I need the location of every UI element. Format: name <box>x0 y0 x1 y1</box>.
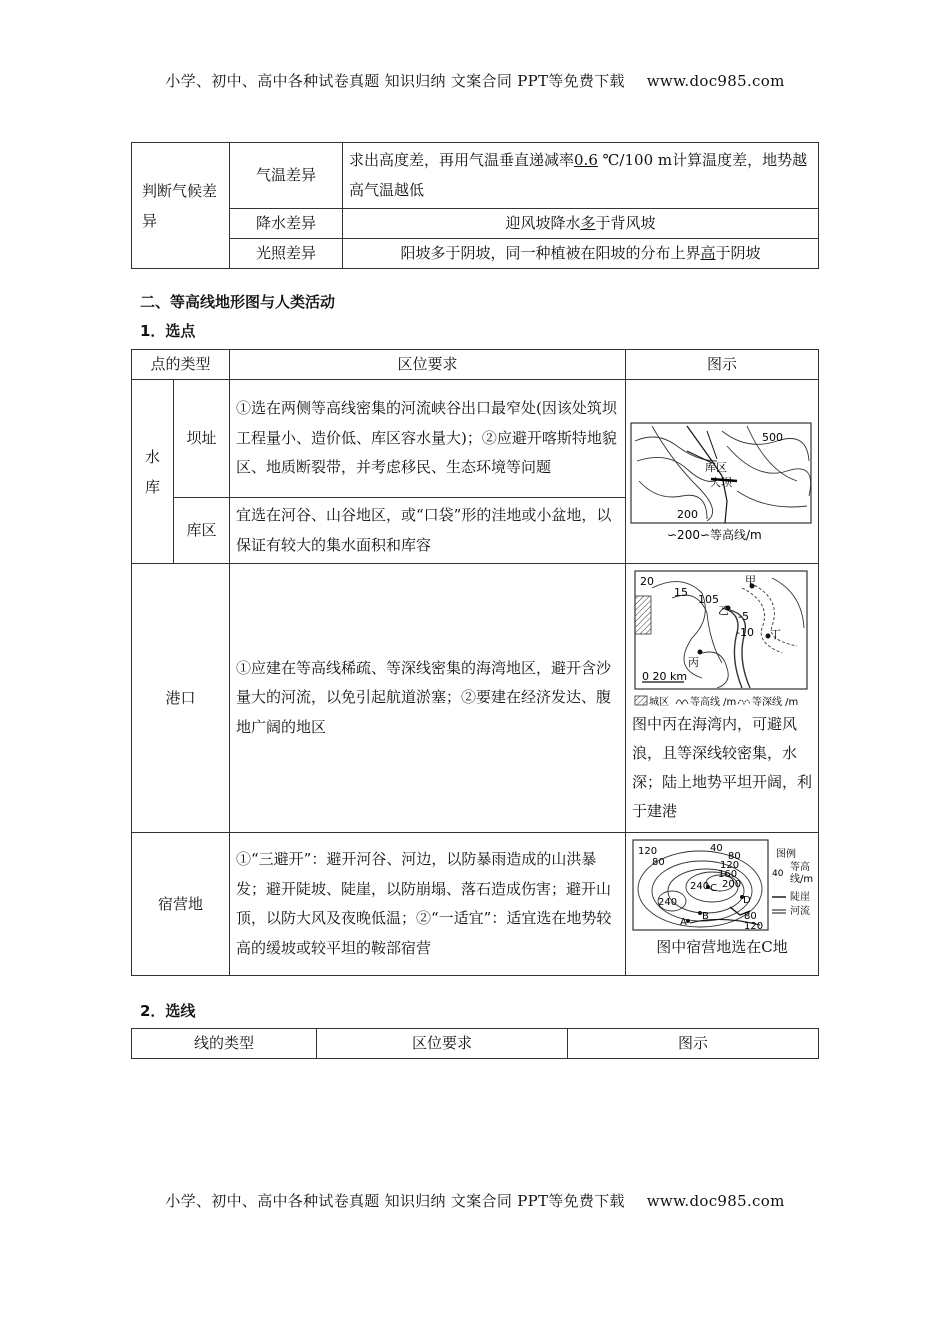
map-label: 120 <box>720 860 740 871</box>
map-label: 80 <box>744 911 757 922</box>
port-label: 港口 <box>132 564 230 833</box>
camp-text: ①“三避开”：避开河谷、河边，以防暴雨造成的山洪暴发；避开陡坡、陡崖，以防崩塌、落石造成伤害；避开山顶，以防大风及夜晚低温；②“一适宜”：适宜选在地势较高的缓坡或较平坦的鞍部宿营 <box>230 833 626 976</box>
map-label: C <box>710 883 717 894</box>
map-label: 20 <box>640 575 654 588</box>
header-cell: 图示 <box>626 350 819 380</box>
map-label: 80 <box>652 857 665 868</box>
reservoir-label: 水 <box>144 447 160 466</box>
map-label: 160 <box>718 869 738 880</box>
climate-row-text: 求出高度差，再用气温垂直递减率0.6 ℃/100 m计算温度差，地势越高气温越低 <box>343 143 819 209</box>
page-header <box>0 70 950 91</box>
port-map-cell <box>626 564 819 833</box>
climate-group-label: 判断气候差异 <box>142 181 218 230</box>
header-cell: 区位要求 <box>230 350 626 380</box>
subsection-title-points: 1．选点 <box>140 322 196 340</box>
point-table <box>131 349 819 976</box>
map-label: B <box>702 911 709 922</box>
map-label: 500 <box>762 430 783 444</box>
line-table <box>131 1028 819 1059</box>
dam-text: ①选在两侧等高线密集的河流峡谷出口最窄处(因该处筑坝工程量小、造价低、库区容水量大)；②应避开喀斯特地貌区、地质断裂带，并考虑移民、生态环境等问题 <box>230 380 626 498</box>
map-label: 5 <box>712 593 719 606</box>
map-legend: 河流 <box>790 906 810 917</box>
map-label: 240 <box>690 881 710 892</box>
climate-group-cell <box>132 143 230 269</box>
reservoir-label: 库 <box>144 477 160 496</box>
map-label: 15 <box>674 586 688 599</box>
map-legend: 线/m <box>790 874 814 885</box>
map-legend: 40 <box>772 869 784 879</box>
map-label: 200 <box>722 879 742 890</box>
map-label: 240 <box>658 897 678 908</box>
footer-text: 小学、初中、高中各种试卷真题 知识归纳 文案合同 PPT等免费下载 <box>165 1192 625 1210</box>
header-cell: 图示 <box>568 1029 819 1059</box>
climate-table <box>131 142 819 269</box>
map-label: 200 <box>677 507 698 521</box>
map-label: 80 <box>728 851 741 862</box>
header-site: www.doc985.com <box>646 72 785 90</box>
map-legend: 等高线 /m <box>690 697 737 708</box>
reservoir-contour-map <box>627 401 817 551</box>
climate-row-name: 降水差异 <box>230 209 343 239</box>
map-label: A <box>680 917 687 928</box>
map-legend: ∽200∽等高线/m <box>667 527 762 542</box>
map-legend: 图例 <box>776 849 796 860</box>
area-text: 宜选在河谷、山谷地区，或“口袋”形的洼地或小盆地，以保证有较大的集水面积和库容 <box>230 498 626 564</box>
page-footer <box>0 1190 950 1211</box>
reservoir-label-cell <box>132 380 174 564</box>
header-text: 小学、初中、高中各种试卷真题 知识归纳 文案合同 PPT等免费下载 <box>165 72 625 90</box>
port-contour-map <box>632 568 812 710</box>
map-label: -5 <box>738 610 749 623</box>
camp-contour-map <box>630 837 814 933</box>
area-label: 库区 <box>174 498 230 564</box>
map-label: 乙 <box>718 604 729 617</box>
map-scale: 0 20 km <box>642 670 688 683</box>
header-cell: 区位要求 <box>317 1029 568 1059</box>
map-legend: 等深线 /m <box>752 697 799 708</box>
map-label: 库区 <box>705 460 727 474</box>
map-label: 120 <box>638 846 658 857</box>
camp-map-caption: 图中宿营地选在C地 <box>656 938 788 956</box>
map-label: -10 <box>736 626 754 639</box>
map-label: 120 <box>744 921 764 932</box>
map-legend: 等高 <box>790 862 810 873</box>
map-legend: 陡崖 <box>790 892 810 903</box>
section-title: 二、等高线地形图与人类活动 <box>140 293 336 311</box>
header-cell: 线的类型 <box>132 1029 317 1059</box>
climate-row-name: 光照差异 <box>230 239 343 269</box>
map-label: D <box>743 895 751 906</box>
subsection-title-lines: 2．选线 <box>140 1002 196 1020</box>
climate-row-text: 阳坡多于阴坡，同一种植被在阳坡的分布上界高于阴坡 <box>343 239 819 269</box>
climate-row-text: 迎风坡降水多于背风坡 <box>343 209 819 239</box>
camp-label: 宿营地 <box>132 833 230 976</box>
footer-site: www.doc985.com <box>646 1192 785 1210</box>
map-label: 甲 <box>745 574 756 587</box>
map-label: 10 <box>698 593 712 606</box>
dam-label: 坝址 <box>174 380 230 498</box>
map-label: 40 <box>710 843 723 854</box>
map-label: 丁 <box>770 628 781 641</box>
reservoir-map-cell <box>626 380 819 564</box>
header-cell: 点的类型 <box>132 350 230 380</box>
map-label: 丙 <box>688 656 699 669</box>
port-text: ①应建在等高线稀疏、等深线密集的海湾地区，避开含沙量大的河流，以免引起航道淤塞；②要建在经济发达、腹地广阔的地区 <box>230 564 626 833</box>
port-map-caption: 图中丙在海湾内，可避风浪，且等深线较密集，水深；陆上地势平坦开阔，利于建港 <box>632 715 813 820</box>
map-label: 大坝 <box>710 475 732 489</box>
climate-row-name: 气温差异 <box>230 143 343 209</box>
map-legend: 城区 <box>649 697 669 708</box>
camp-map-cell <box>626 833 819 976</box>
